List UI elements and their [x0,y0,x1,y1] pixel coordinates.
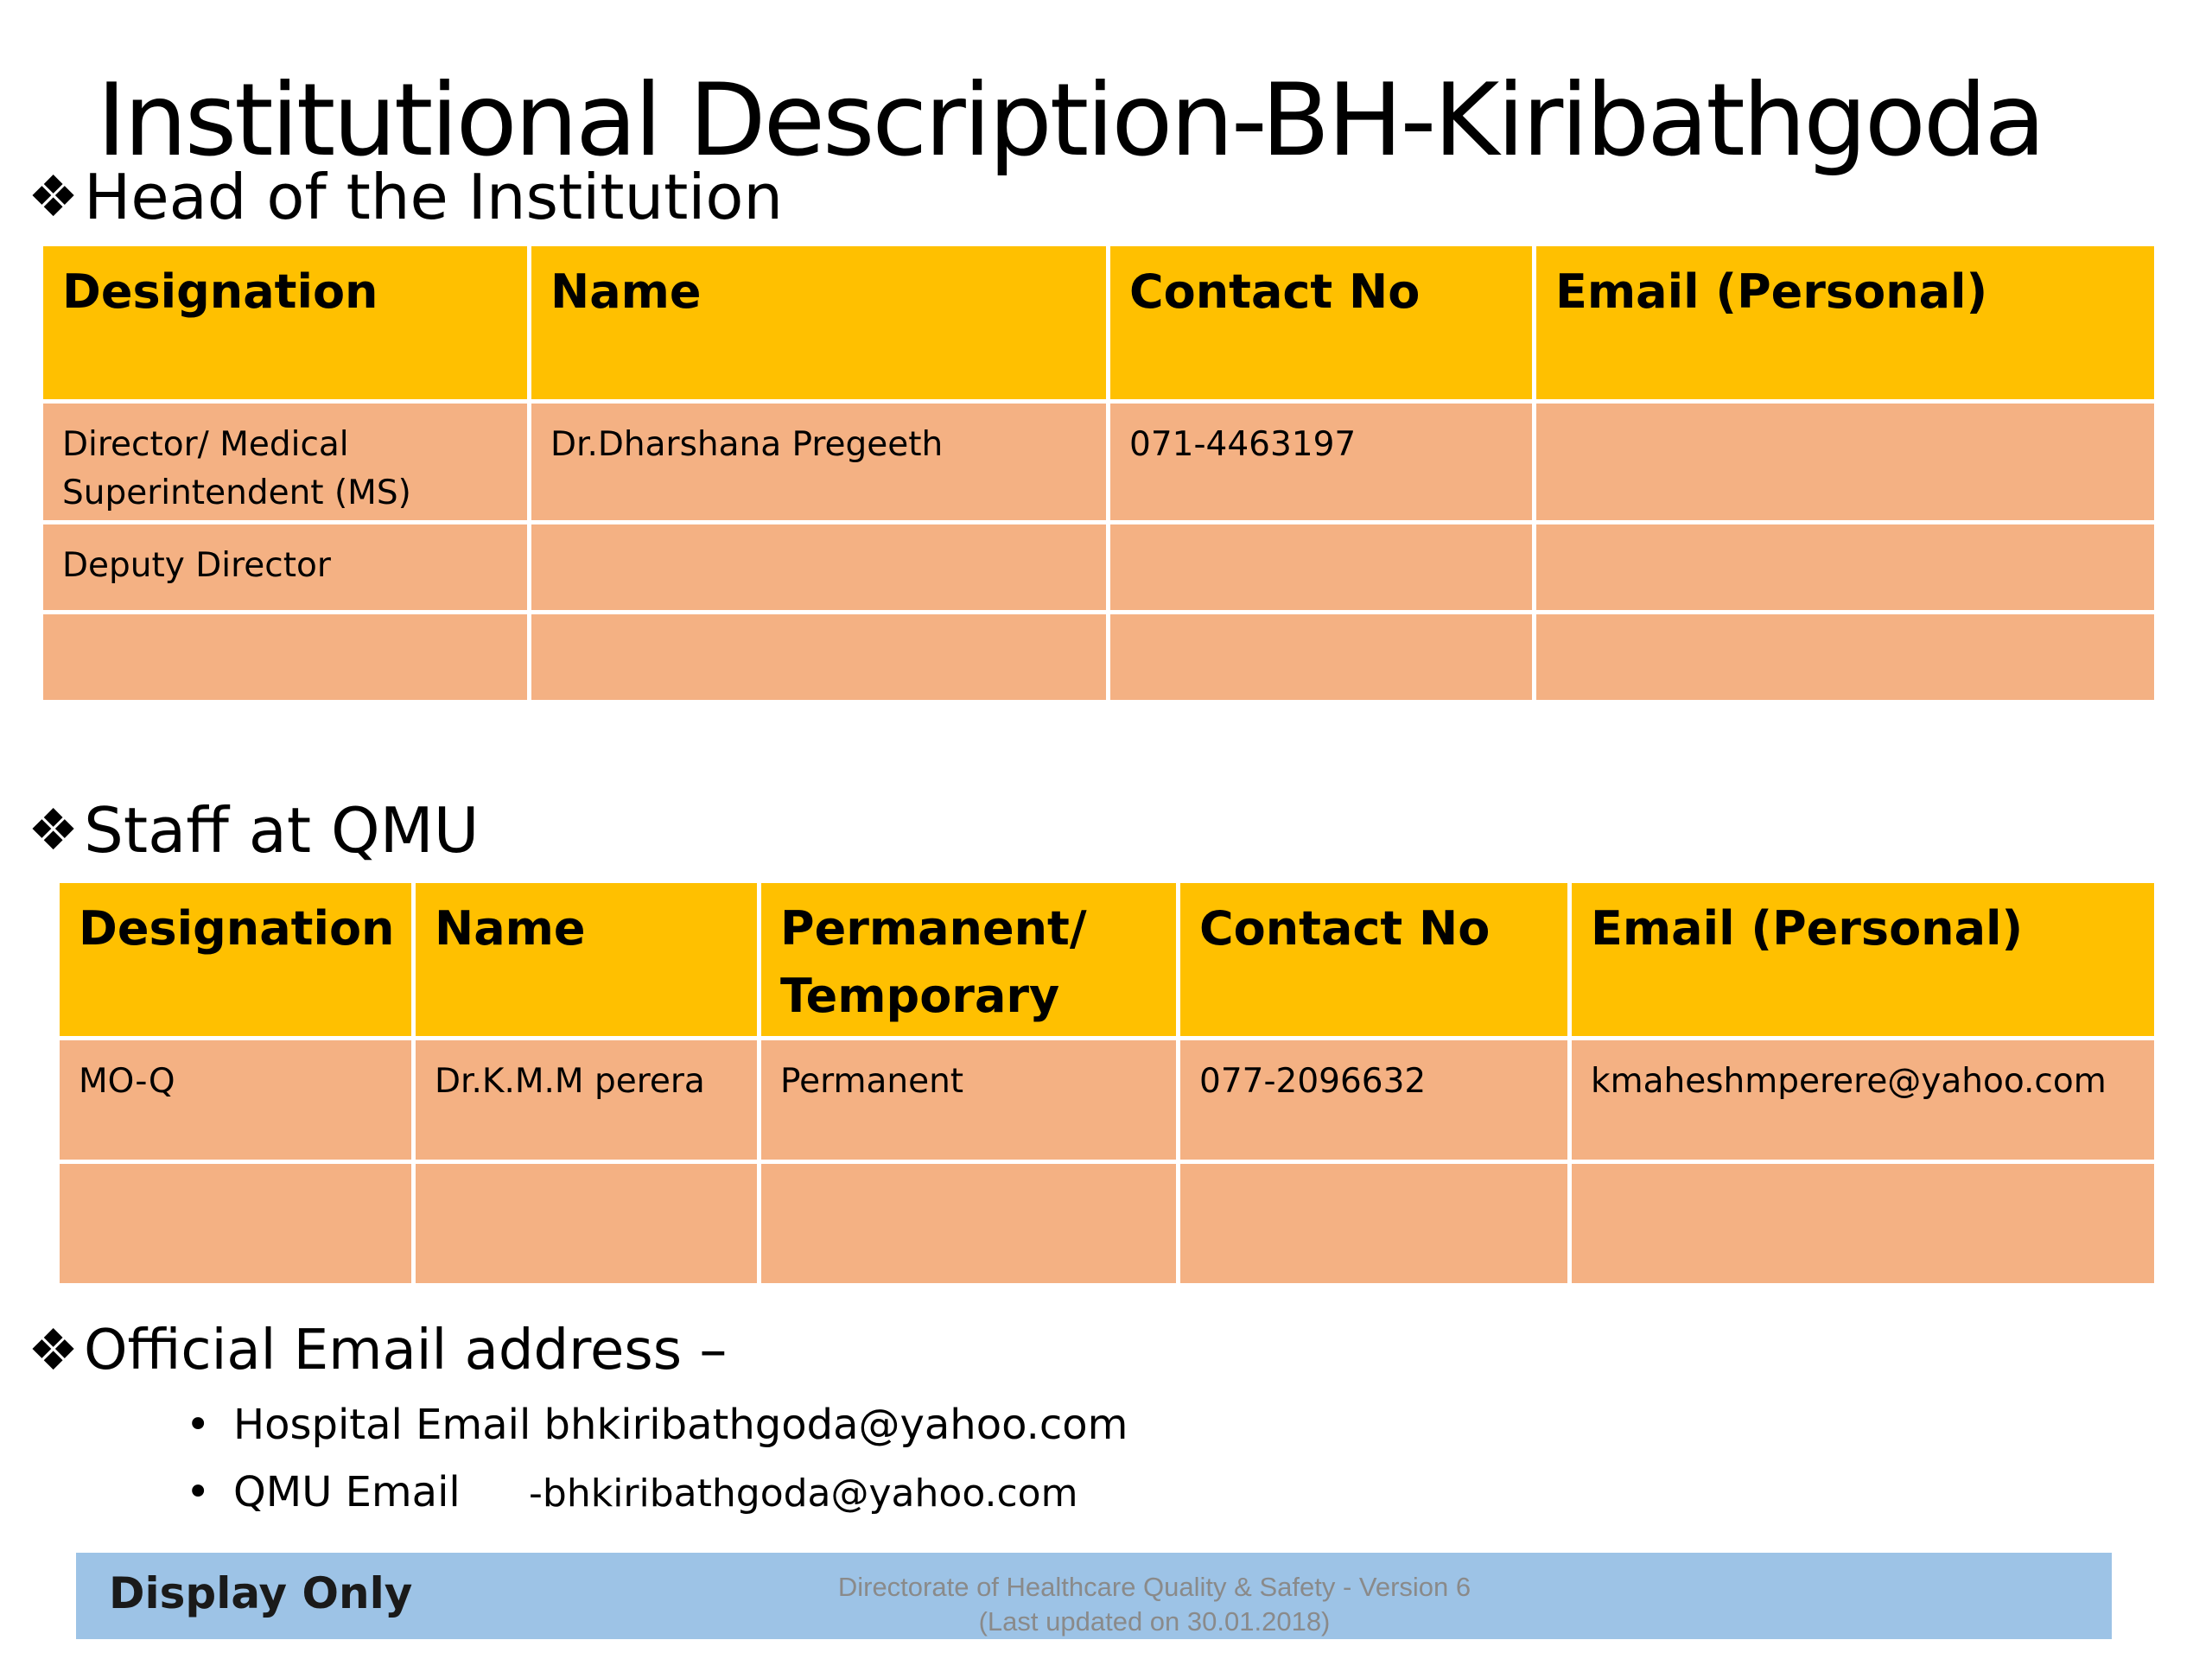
table-cell: MO-Q [58,1039,414,1162]
table-cell [1109,613,1535,702]
table-cell [58,1162,414,1286]
table-cell [1535,402,2157,523]
header-cell: Name [414,881,760,1039]
page-title: Institutional Description-BH-Kiribathgoda [97,62,2044,179]
qmu-email-link[interactable]: -bhkiribathgoda@yahoo.com [529,1471,1078,1516]
table-row [58,1162,2157,1286]
table-cell: 077-2096632 [1179,1039,1570,1162]
credit-line: (Last updated on 30.01.2018) [978,1606,1331,1637]
footer-bar [76,1553,2112,1639]
table-cell [1535,613,2157,702]
table-cell: kmaheshmperere@yahoo.com [1570,1039,2157,1162]
list-item [186,1459,1128,1526]
table-row [41,613,2157,702]
head-heading-text: Head of the Institution [84,161,784,233]
section-heading-email [28,1317,728,1383]
table-row [41,402,2157,523]
official-email-list [186,1391,1128,1526]
section-heading-staff [28,794,480,867]
email-label: QMU Email [233,1468,461,1516]
hospital-email-link[interactable]: bhkiribathgoda@yahoo.com [543,1401,1128,1449]
email-label: Hospital Email [233,1401,531,1449]
header-cell: Permanent/ Temporary [760,881,1179,1039]
footer-credit [76,1570,2112,1639]
diamond-bullet-icon: ❖ [28,1317,79,1383]
email-heading-text: Official Email address – [84,1319,728,1382]
table-cell: Permanent [760,1039,1179,1162]
section-heading-head [28,161,784,233]
credit-line: Directorate of Healthcare Quality & Safety - Version 6 [837,1572,1471,1602]
table-cell: Dr.Dharshana Pregeeth [530,402,1109,523]
header-cell: Email (Personal) [1570,881,2157,1039]
table-cell: 071-4463197 [1109,402,1535,523]
table-cell [530,523,1109,613]
table-cell: Dr.K.M.M perera [414,1039,760,1162]
table-cell [414,1162,760,1286]
table-header-row [41,245,2157,402]
header-cell: Contact No [1179,881,1570,1039]
staff-heading-text: Staff at QMU [84,794,480,867]
table-cell [530,613,1109,702]
table-cell: Director/ Medical Superintendent (MS) [41,402,530,523]
display-only-label: Display Only [109,1568,413,1618]
header-cell: Designation [58,881,414,1039]
table-cell [1109,523,1535,613]
table-row [58,1039,2157,1162]
table-header-row [58,881,2157,1039]
staff-table [55,879,2158,1287]
diamond-bullet-icon: ❖ [28,797,79,863]
table-cell [1179,1162,1570,1286]
header-cell: Contact No [1109,245,1535,402]
table-cell: Deputy Director [41,523,530,613]
header-cell: Designation [41,245,530,402]
head-table [39,242,2158,704]
table-cell [41,613,530,702]
list-item [186,1391,1128,1459]
table-cell [1570,1162,2157,1286]
table-row [41,523,2157,613]
diamond-bullet-icon: ❖ [28,163,79,230]
table-cell [760,1162,1179,1286]
header-cell: Email (Personal) [1535,245,2157,402]
header-cell: Name [530,245,1109,402]
table-cell [1535,523,2157,613]
